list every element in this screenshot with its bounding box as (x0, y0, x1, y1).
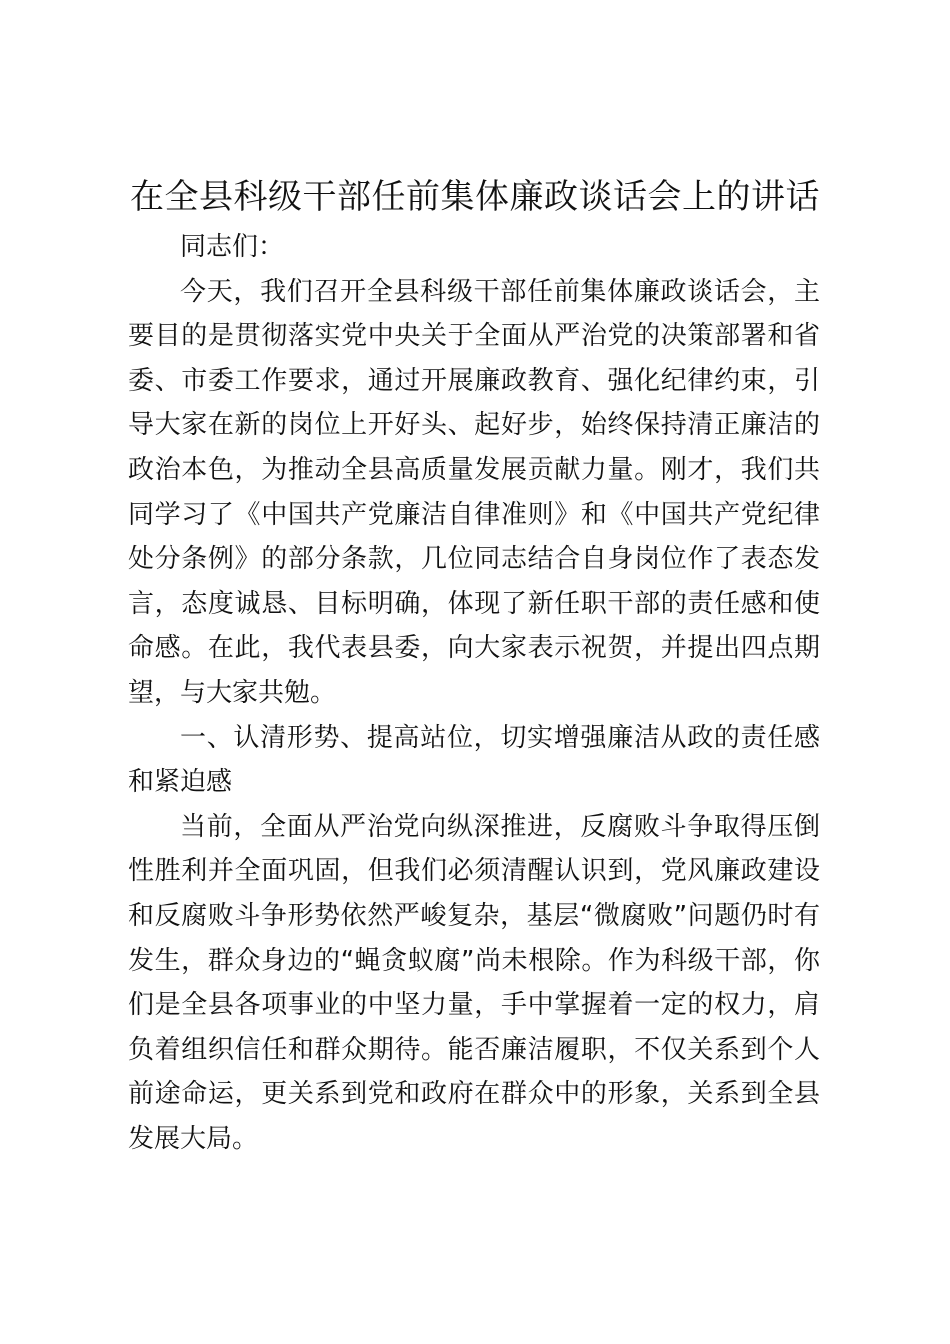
document-body (128, 225, 820, 1161)
salutation: 同志们： (180, 232, 285, 262)
intro-paragraph: 今天，我们召开全县科级干部任前集体廉政谈话会，主要目的是贯彻落实党中央关于全面从严治党的决策部署和省委、市委工作要求，通过开展廉政教育、强化纪律约束，引导大家在新的岗位上开好头、起好步，始终保持清正廉洁的政治本色，为推动全县高质量发展贡献力量。刚才，我们共同学习了《中国共产党廉洁自律准则》和《中国共产党纪律处分条例》的部分条款，几位同志结合自身岗位作了表态发言，态度诚恳、目标明确，体现了新任职干部的责任感和使命感。在此，我代表县委，向大家表示祝贺，并提出四点期望，与大家共勉。 (128, 276, 820, 708)
document-title: 在全县科级干部任前集体廉政谈话会上的讲话 (130, 177, 820, 217)
section-1-paragraph: 当前，全面从严治党向纵深推进，反腐败斗争取得压倒性胜利并全面巩固，但我们必须清醒认识到，党风廉政建设和反腐败斗争形势依然严峻复杂，基层“微腐败”问题仍时有发生，群众身边的“蝇贪蚁腐”尚未根除。作为科级干部，你们是全县各项事业的中坚力量，手中掌握着一定的权力，肩负着组织信任和群众期待。能否廉洁履职，不仅关系到个人前途命运，更关系到党和政府在群众中的形象，关系到全县发展大局。 (128, 811, 820, 1154)
section-1-heading: 一、认清形势、提高站位，切实增强廉洁从政的责任感和紧迫感 (128, 722, 820, 798)
